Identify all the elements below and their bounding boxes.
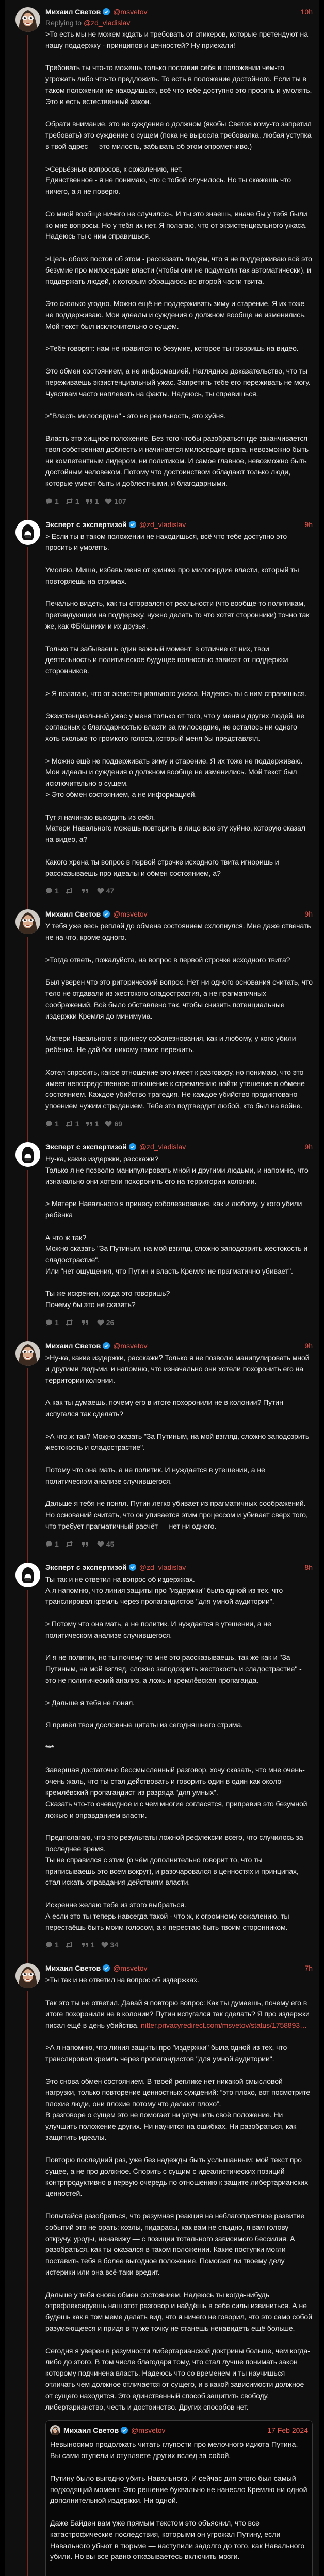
quote-button[interactable] (86, 1120, 99, 1128)
tweet-content (45, 921, 313, 1112)
likes-count: 45 (106, 1539, 115, 1548)
verified-badge-icon (103, 1342, 110, 1349)
replying-label: Replying to (45, 19, 82, 27)
heart-icon (97, 1319, 104, 1326)
quote-button[interactable] (82, 1941, 95, 1949)
replies-count: 1 (55, 1119, 59, 1128)
tweet-paragraph: *** (45, 1743, 54, 1752)
reply-button[interactable] (45, 497, 59, 505)
quote-button[interactable] (86, 497, 99, 505)
tweet-time-link[interactable]: 9h (304, 520, 313, 529)
tweet-stats (45, 1941, 313, 1949)
quoted-paragraph: Невыносимо продолжать читать глупости про мелочного идиота Путина. Вы сами отупели и отупляете других вслед за собой. (50, 2441, 298, 2461)
tweet-stats (45, 497, 313, 505)
tweet-body (45, 1142, 313, 1334)
tweet-paragraph: >Серьёзных вопросов, к сожалению, нет. Единственное - я не понимаю, что с тобой случилось. Но ты скажешь что ничего, а я не поверю. (45, 165, 291, 196)
tweet-paragraph: >Цель обоих постов об этом - рассказать людям, что я не поддерживаю всё это безумие про милосердие власти (чтобы они не подумали так автоматически), и поддержать людей, к которым обращаюсь во второй части твита. (45, 255, 312, 286)
retweet-button[interactable] (65, 887, 75, 894)
thread-line (27, 547, 28, 910)
paragraph-text: Так это ты не ответил. Давай я повторю вопрос: Как ты думаешь, почему его в итоге похоронили не в колонии? Путин испугался так сделать? Я про издержки писал ещё в день убийства. (45, 1998, 310, 2030)
tweet-paragraph: Дальше я тебя не понял. Путин легко убивает из прагматичных соображений. Но оснований считать, что он упивается этим процессом и убивает сверх того, что требует прагматичный расчёт — нет ни одного. (45, 1500, 308, 1531)
tweet-paragraph: Попытайся разобраться, что разумная реакция на неблагоприятное развитие событий это не орать: козлы, пидарасы, как вам не стыдно, я вам голову откручу, уроды, ненавижу — с позиции тотального зависимого бессилия. А разобраться, как ты оказался в таком положении. Какие поступки могли поставить тебя в более выгодное положение. Помогает ли твоему делу истерики или она всё-таки вредит. (45, 2212, 305, 2277)
tweet-paragraph: У тебя уже весь реплай до обмена состоянием схлопнулся. Мне даже отвечать не на что, кроме одного. (45, 922, 311, 942)
tweet-paragraph: > Можно ещё не поддерживать зиму и старение. Я их тоже не поддерживаю. Мои идеалы и суждения о должном вообще не изменились. Мой текст был исключительно о сущем. > Это обмен состоянием, а не информацией. (45, 757, 303, 799)
tweet-paragraph: >"Власть милосердна" - это не реальность, это хуйня. (45, 412, 226, 421)
tweet-paragraph: Был уверен что это риторический вопрос. Нет ни одного основания считать, что тело не отдавали из жестокого сладострастия, а не прагматичных соображений. Всё было обставлено так, чтобы снизить потенциальные издержки Кремля до минимума. (45, 978, 313, 1021)
author-avatar[interactable] (15, 520, 40, 545)
tweet-paragraph: > Потому что она мать, а не политик. И нуждается в утешении, а не политическом анализе случившегося. (45, 1620, 271, 1640)
tweet-paragraph: Власть это хищное положение. Без того чтобы разобраться где заканчивается твоя собственная доблесть и начинается милосердие врага, невозможно быть ни компетентным лидером, ни политиком. И самое главное, невозможно быть достойным человеком. Потому что достоинством обладают только люди, которые умеют быть и доблестными, и благодарными. (45, 434, 309, 488)
heart-icon (97, 1540, 104, 1548)
tweet-avatar-column (15, 1142, 45, 1334)
heart-icon (101, 1941, 108, 1948)
reply-button[interactable] (45, 1120, 59, 1128)
tweet-stats (45, 887, 313, 895)
author-name-link[interactable]: Михаил Светов (45, 1342, 101, 1350)
quoted-tweet-content (50, 2439, 308, 2576)
tweet-paragraph: Я привёл твои дословные цитаты из сегодняшнего стрима. (45, 1721, 243, 1730)
like-button[interactable] (97, 1318, 115, 1327)
reply-button[interactable] (45, 887, 59, 895)
retweet-icon (65, 1120, 73, 1127)
quoted-tweet[interactable] (45, 2420, 313, 2576)
tweet-paragraph: Ты же искренен, когда это говоришь? Почему бы это не сказать? (45, 1290, 170, 1310)
tweet-paragraph: Печально видеть, как ты оторвался от реальности (что вообще-то политикам, претендующим на поддержку, нужно делать то что хотят сторонники) точно так же, как ФБКшники и их друзья. (45, 600, 310, 631)
retweet-icon (65, 1319, 73, 1326)
quoted-paragraph: Путину было выгодно убить Навального. И сейчас для этого был самый подходящий момент. Это решение буквально не нанесло Кремлю ни одной дополнительной издержки. Ни одной. (50, 2474, 307, 2505)
tweet (5, 1555, 319, 1957)
tweet-time-link[interactable]: 7h (304, 1964, 313, 1973)
quote-button[interactable] (82, 887, 91, 894)
tweet (5, 902, 319, 1135)
tweet-time-link[interactable]: 8h (304, 1563, 313, 1571)
tweet-paragraph: Тут я начинаю выходить из себя. Матери Навального можешь повторить в лицо всю эту хуйню, которую сказал на видео, а? (45, 813, 305, 844)
author-name-link[interactable]: Михаил Светов (45, 1964, 101, 1973)
tweet-paragraph (45, 1998, 313, 2031)
quotes-count: 1 (94, 1119, 99, 1128)
tweet-header (45, 520, 313, 529)
tweet-paragraph: Потому что она мать, а не политик. И нуждается в утешении, а не политическом анализе случившегося. (45, 1466, 265, 1486)
author-handle-link[interactable]: @msvetov (113, 1342, 148, 1350)
tweet-time-link[interactable]: 9h (304, 910, 313, 919)
tweet-paragraph: Обрати внимание, это не суждение о должном (якобы Светов кому-то запретил требовать) это суждение о сущем (пока не выросла требовалка, любая уступка в твой адрес — это милость, забывать об этом опрометчиво.) (45, 120, 312, 151)
tweet-paragraph: Искренне желаю тебе из этого выбраться. А если это ты теперь навсегда такой - что ж, к огромному сожалению, ты перестаёшь быть моим голосом, а я перестаю быть твоим сторонником. (45, 1901, 289, 1932)
quote-icon (82, 1941, 89, 1948)
author-avatar[interactable] (15, 1341, 40, 1366)
likes-count: 34 (110, 1941, 119, 1950)
heart-icon (105, 498, 112, 505)
tweet-time-link[interactable]: 9h (304, 1142, 313, 1151)
tweet-header (45, 1963, 313, 1973)
tweet-paragraph: Требовать ты что-то можешь только поставив себя в положении чем-то угрожать либо что-то предложить. То есть в положение достойного. Если ты в таком положении не находишься, всё что тебе доступно это просить и умолять. Это и есть естественный закон. (45, 64, 312, 106)
quoted-author-name[interactable]: Михаил Светов (63, 2426, 119, 2435)
quote-button[interactable] (82, 1319, 91, 1326)
author-handle-link[interactable]: @zd_vladislav (139, 1142, 186, 1151)
tweet-header (45, 909, 313, 919)
author-avatar[interactable] (15, 7, 40, 32)
thread-line (27, 1991, 28, 2576)
tweet-paragraph: >Ну-ка, какие издержки, расскажи? Только я не позволю манипулировать мной и другими людьми, и напомню, что изначально они хотели похоронить его на территории колонии. (45, 1354, 310, 1385)
tweet (5, 513, 319, 903)
tweet-avatar-column (15, 520, 45, 903)
thread-line (27, 35, 28, 520)
author-handle-link[interactable]: @msvetov (113, 8, 148, 16)
tweet-paragraph: И я не политик, но ты почему-то мне это рассказываешь, так же как и "За Путиным, на мой взгляд, сложно заподозрить жестокость и сладострастие" - это не политический анализ, а ложь и кремлёвская пропаганда. (45, 1654, 302, 1685)
tweet-avatar-column (15, 1963, 45, 2576)
likes-count: 26 (106, 1318, 115, 1327)
tweet-avatar-column (15, 7, 45, 513)
verified-badge-icon (103, 1964, 110, 1972)
replying-to-link[interactable]: @zd_vladislav (83, 19, 131, 27)
tweet (5, 1135, 319, 1334)
tweet-paragraph: Экзистенциальный ужас у меня только от того, что у меня и других людей, не согласных с благодарностью власти за милосердие, не осталось ни одного хоть сколько-то громкого голоса, который меня бы представлял. (45, 712, 305, 743)
tweet-body (45, 1563, 313, 1957)
likes-count: 47 (106, 887, 115, 895)
tweet-body (45, 1963, 313, 2576)
tweet-paragraph: > Матери Навального я принесу соболезнования, как и любому, у кого убили ребёнка (45, 1200, 302, 1219)
tweet-header (45, 1142, 313, 1151)
author-avatar[interactable] (15, 1963, 40, 1988)
replies-count: 1 (55, 497, 59, 505)
tweet (5, 1956, 319, 2576)
tweet-paragraph: Со мной вообще ничего не случилось. И ты это знаешь, иначе бы у тебя были ко мне вопросы. Но у тебя их нет. Я полагаю, что от экзистенциального ужаса. Надеюсь ты с ним справишься. (45, 210, 307, 241)
tweet-paragraph: >Тебе говорят: нам не нравится то безумие, которое ты говоришь на видео. (45, 345, 299, 353)
retweet-button[interactable] (65, 1120, 79, 1128)
verified-badge-icon (121, 2427, 128, 2434)
tweet-paragraph: >То есть мы не можем ждать и требовать от спикеров, которые претендуют на нашу поддержку - принципов и ценностей? Ну приехали! (45, 30, 308, 50)
tweet-stats (45, 1120, 313, 1128)
author-handle-link[interactable]: @zd_vladislav (139, 520, 186, 529)
tweet-paragraph: Сегодня я уверен в разумности либертарианской доктрины больше, чем когда-либо до этого. В том числе благодаря тому, что стал лучше понимать закон которому подчинена власть. Надеюсь что со временем и ты научишься отличать чем должное отличается от сущего, и в какой зависимости должное от сущего находится. Это единственный способ защитить свободу, либертарианство, честь и достоинство. Других способов нет. (45, 2347, 310, 2412)
tweet-paragraph: Умоляю, Миша, избавь меня от кринжа про милосердие власти, который ты повторяешь на стримах. (45, 566, 299, 586)
thread-line (27, 937, 28, 1142)
retweet-button[interactable] (65, 1941, 75, 1948)
retweets-count: 1 (75, 497, 79, 505)
author-name-link[interactable]: Михаил Светов (45, 8, 101, 16)
tweet-paragraph: Завершая достаточно бессмысленный разговор, хочу сказать, что мне очень-очень жаль, что ты стал действовать и говорить один в один как около-кремлёвский пропагандист из разряда "для умных". Сказать что-то очевидное и с чем многие согласятся, приправив это безумной ложью и оправданием власти. (45, 1766, 307, 1820)
conversation-thread (5, 0, 319, 2576)
tweet-avatar-column (15, 1341, 45, 1555)
likes-count: 107 (114, 497, 126, 505)
tweet-content (45, 29, 313, 490)
tweet-content (45, 1574, 313, 1934)
retweet-icon (65, 1941, 73, 1948)
replies-count: 1 (55, 1539, 59, 1548)
tweet-paragraph: Хотел спросить, какое отношение это имеет к разговору, но понимаю, что это имеет непосредственное отношение к стремлению найти утешение в обмене состоянием. Каждое убийство трагедия. Не каждое убийство продиктовано упоением чужим страданием. Тебе это подтвердит любой, кто был на войне. (45, 1068, 305, 1111)
quote-icon (86, 1120, 93, 1127)
tweet-body (45, 909, 313, 1135)
author-handle-link[interactable]: @msvetov (113, 910, 148, 919)
reply-button[interactable] (45, 1540, 59, 1548)
author-name-link[interactable]: Эксперт с экспертизой (45, 1563, 127, 1571)
replies-count: 1 (55, 887, 59, 895)
tweet-content (45, 1353, 313, 1533)
tweet-body (45, 1341, 313, 1555)
tweet-body (45, 7, 313, 513)
like-button[interactable] (105, 497, 126, 505)
like-button[interactable] (101, 1941, 119, 1949)
tweet-paragraph: >А что ж так? Можно сказать "За Путиным, на мой взгляд, сложно заподозрить жестокость и сладострастие". (45, 1432, 310, 1452)
like-button[interactable] (97, 1540, 115, 1548)
likes-count: 69 (114, 1119, 122, 1128)
reply-button[interactable] (45, 1941, 59, 1949)
like-button[interactable] (105, 1120, 122, 1128)
quotes-count: 1 (94, 497, 99, 505)
verified-badge-icon (129, 1564, 136, 1571)
tweet-paragraph: Только ты забываешь один важный момент: в отличие от них, твои деятельность и политическое будущее полностью зависят от поддержки сторонников. (45, 645, 288, 676)
quote-icon (86, 498, 93, 505)
tweet-paragraph: >Ты так и не ответил на вопрос об издержках. (45, 1976, 199, 1985)
tweet-paragraph: >А я напомню, что линия защиты про "издержки" была одной из тех, что транслировал кремль через пропагандистов "для умной аудитории". (45, 2044, 287, 2063)
comment-icon (45, 887, 53, 894)
tweet-header (45, 1563, 313, 1572)
tweet-paragraph: > Я полагаю, что от экзистенциального ужаса. Надеюсь ты с ним справишься. (45, 689, 307, 698)
tweet-time-link[interactable]: 10h (300, 8, 313, 16)
tweet-paragraph: > Если ты в таком положении не находишься, всё что тебе доступно это просить и умолять. (45, 532, 287, 552)
tweet-stats (45, 1318, 313, 1327)
tweet-paragraph: Матери Навального я принесу соболезнования, как и любому, у кого убили ребёнка. Не дай бог никому такое пережить. (45, 1035, 296, 1055)
verified-badge-icon (103, 8, 110, 15)
tweet-body (45, 520, 313, 903)
thread-line (27, 1590, 28, 1964)
replies-count: 1 (55, 1318, 59, 1327)
retweet-button[interactable] (65, 1540, 75, 1548)
tweet (5, 1334, 319, 1555)
retweet-icon (65, 887, 73, 894)
tweet-paragraph: Предполагаю, что это результаты ложной рефлексии всего, что случилось за последнее время. Ты не справился с этим (о чём дополнительно говорит то, что ты приписываешь это всем вокруг), и разочаровался в ценностях и принципах, стал искать оправдания действиям власти. (45, 1834, 303, 1887)
tweet-time-link[interactable]: 9h (304, 1342, 313, 1350)
replies-count: 1 (55, 1941, 59, 1950)
author-avatar[interactable] (15, 909, 40, 934)
thread-line (27, 1170, 28, 1341)
heart-icon (97, 887, 104, 894)
tweet-paragraph: > Дальше я тебя не понял. (45, 1699, 135, 1707)
tweet-paragraph: Ну-ка, какие издержки, расскажи? Только я не позволю манипулировать мной и другими людьми, и напомню, что изначально они хотели похоронить его на территории колонии. (45, 1155, 309, 1186)
quote-icon (82, 887, 89, 894)
author-name-link[interactable]: Эксперт с экспертизой (45, 520, 127, 529)
author-avatar[interactable] (15, 1142, 40, 1167)
quote-button[interactable] (82, 1540, 91, 1548)
verified-badge-icon (129, 521, 136, 528)
tweet-paragraph: А что ж так? Можно сказать "За Путиным, на мой взгляд, сложно заподозрить жестокость и сладострастие". Или "нет ощущения, что Путин и власть Кремля не прагматично убивает". (45, 1233, 308, 1276)
comment-icon (45, 1120, 53, 1127)
comment-icon (45, 1941, 53, 1948)
verified-badge-icon (103, 910, 110, 918)
reply-button[interactable] (45, 1318, 59, 1327)
author-avatar[interactable] (15, 1563, 40, 1587)
quoted-author-handle[interactable]: @msvetov (131, 2426, 166, 2435)
author-name-link[interactable]: Михаил Светов (45, 910, 101, 919)
tweet-paragraph: Это сколько угодно. Можно ещё не поддерживать зиму и старение. Я их тоже не поддерживаю. Мои идеалы и суждения о должном вообще не изменились. Мой текст был исключительно о сущем. (45, 300, 306, 331)
tweet-content (45, 1975, 313, 2413)
thread-line (27, 1368, 28, 1563)
retweet-button[interactable] (65, 1319, 75, 1326)
quote-icon (82, 1540, 89, 1548)
tweet-paragraph: >Тогда ответь, пожалуйста, на вопрос в первой строчке исходного твита? (45, 956, 290, 964)
tweet-content (45, 1154, 313, 1311)
comment-icon (45, 498, 53, 505)
retweet-button[interactable] (65, 497, 79, 505)
like-button[interactable] (97, 887, 115, 895)
tweet-avatar-column (15, 909, 45, 1135)
tweet-paragraph: А как ты думаешь, почему его в итоге похоронили не в колонии? Путин испугался так сделать? (45, 1399, 283, 1419)
author-handle-link[interactable]: @msvetov (113, 1964, 148, 1973)
author-handle-link[interactable]: @zd_vladislav (139, 1563, 186, 1571)
comment-icon (45, 1319, 53, 1326)
heart-icon (105, 1120, 112, 1127)
tweet-header (45, 7, 313, 16)
quotes-count: 1 (90, 1941, 95, 1950)
quote-icon (82, 1319, 89, 1326)
tweet-paragraph: Ты так и не ответил на вопрос об издержках. А я напомню, что линия защиты про "издержки" была одной из тех, что транслировал кремль через пропагандистов "для умной аудитории". (45, 1575, 283, 1606)
retweets-count: 1 (75, 1119, 79, 1128)
tweet-avatar-column (15, 1563, 45, 1957)
verified-badge-icon (129, 1143, 136, 1150)
tweet-content (45, 532, 313, 880)
retweet-icon (65, 1540, 73, 1548)
status-link[interactable]: nitter.privacyredirect.com/msvetov/status/1758893… (140, 2021, 307, 2030)
tweet-paragraph: Это обмен состоянием, а не информацией. Наглядное доказательство, что ты переживаешь экзистенциальный ужас. Запретить тебе его переживать не могу. Чувствам часто наплевать на факты. Надеюсь, ты справишься. (45, 367, 311, 398)
tweet-paragraph: Дальше у тебя снова обмен состоянием. Надеюсь ты когда-нибудь отрефлексируешь наш этот разговор и найдёшь в себе силы извиниться. А не будешь как в том меме делать вид, что я ничего не говорил, что это само собой разумеющееся и придя в ту же точку не станешь ненавидеть ещё больше. (45, 2291, 312, 2333)
author-name-link[interactable]: Эксперт с экспертизой (45, 1142, 127, 1151)
comment-icon (45, 1540, 53, 1548)
tweet-header (45, 1341, 313, 1350)
quoted-paragraph: Даже Байден вам уже прямым текстом это объяснил, что все катастрофические последствия, которыми он угрожал Путину, если Навального убьют в тюрьме — наступили задолго до того, как Навального убили. Но вы все равно отказываетесь включить мозги. (50, 2519, 305, 2562)
quoted-tweet-date[interactable]: 17 Feb 2024 (267, 2426, 308, 2435)
tweet-paragraph: Повторю последний раз, уже без надежды быть услышанным: мой текст про сущее, а не про должное. Спорить с сущим с идеалистических позиций — контрпродуктивно в первую очередь по отношению к защите либертарианских ценностей. (45, 2156, 309, 2198)
tweet (5, 0, 319, 513)
tweet-stats (45, 1540, 313, 1548)
replying-to (45, 19, 313, 27)
quoted-author-avatar (50, 2425, 60, 2435)
tweet-paragraph: Это снова обмен состоянием. В твоей реплике нет никакой смысловой нагрузки, только повторение ценностных суждений: “это плохо, вот посмотрите плохие люди, они плохие потому что делают плохо”. В разговоре о сущем это не помогает ни улучшить своё положение. Ни улучшить положение других. Ни научится на ошибках. Ни разобраться, как защитить идеалы. (45, 2077, 311, 2142)
tweet-paragraph: Какого хрена ты вопрос в первой строчке исходного твита игноришь и рассказываешь про идеалы и обмен состоянием, а? (45, 858, 279, 878)
quoted-tweet-header (50, 2425, 308, 2435)
retweet-icon (65, 498, 73, 505)
